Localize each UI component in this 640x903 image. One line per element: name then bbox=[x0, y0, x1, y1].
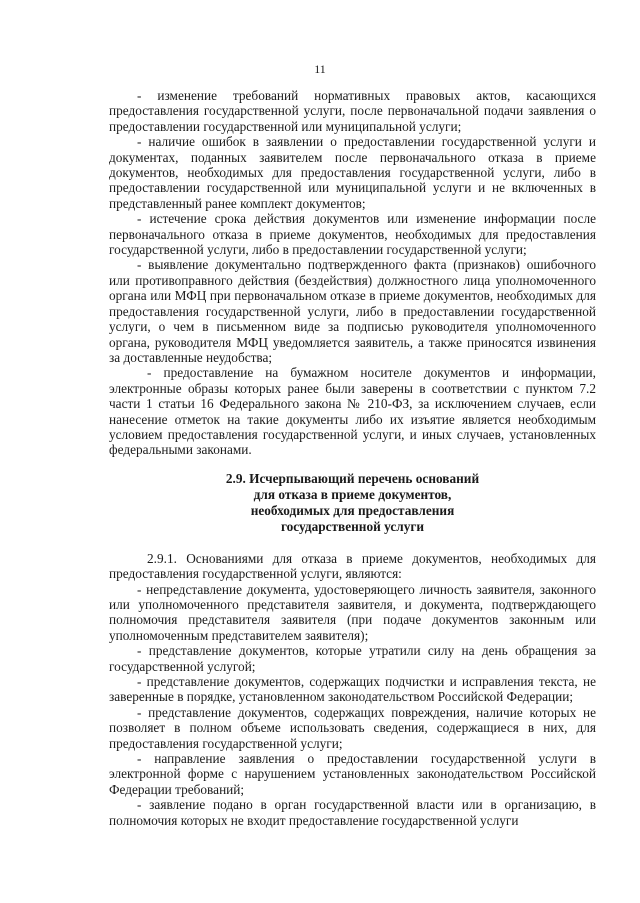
paragraph: - истечение срока действия документов или изменение информации после первоначального отказа в приеме документов, необходимых для предоставления государственной услуги, либо в предоставлении государственной услуги; bbox=[109, 211, 596, 258]
section-heading-line: необходимых для предоставления bbox=[250, 502, 455, 518]
paragraph: 2.9.1. Основаниями для отказа в приеме документов, необходимых для предоставления государственной услуги, являются: bbox=[109, 550, 596, 582]
paragraph: - представление документов, которые утратили силу на день обращения за государственной услугой; bbox=[109, 643, 596, 674]
paragraph: - непредставление документа, удостоверяющего личность заявителя, законного или уполномоченного представителя заявителя, и документа, подтверждающего полномочия представителя заявителя (при подаче документов законным или уполномоченным представителем заявителя); bbox=[109, 581, 596, 643]
paragraph: - направление заявления о предоставлении государственной услуги в электронной форме с нарушением установленных законодательством Российской Федерации требований; bbox=[109, 751, 596, 797]
section-heading-line: 2.9. Исчерпывающий перечень оснований bbox=[225, 470, 480, 486]
paragraph: - предоставление на бумажном носителе документов и информации, электронные образы которых ранее были заверены в соответствии с пунктом 7.2 части 1 статьи 16 Федерального закона № 210-ФЗ, за исключением случаев, если нанесение отметок на такие документы либо их изъятие является необходимым условием предоставления государственной услуги, и иных случаев, установленных федеральными законами. bbox=[109, 365, 596, 458]
section-heading bbox=[109, 471, 596, 535]
section-heading-line: для отказа в приеме документов, bbox=[253, 486, 452, 502]
paragraph: - наличие ошибок в заявлении о предоставлении государственной услуги и документах, поданных заявителем после первоначального отказа в приеме документов, необходимых для предоставления государственной услуги, либо в предоставлении государственной или муниципальной услуги и не включенных в представленный ранее комплект документов; bbox=[109, 134, 596, 211]
paragraph: - изменение требований нормативных правовых актов, касающихся предоставления государственной услуги, после первоначальной подачи заявления о предоставлении государственной или муниципальной услуги; bbox=[109, 88, 596, 134]
document-body bbox=[109, 88, 596, 828]
paragraph: - выявление документально подтвержденного факта (признаков) ошибочного или противоправного действия (бездействия) должностного лица уполномоченного органа или МФЦ при первоначальном отказе в приеме документов, необходимых для предоставления государственной услуги, либо в предоставлении государственной услуги, о чем в письменном виде за подписью руководителя уполномоченного органа, руководителя МФЦ уведомляется заявитель, а также приносятся извинения за доставленные неудобства; bbox=[109, 257, 596, 365]
page-number: 11 bbox=[314, 62, 326, 76]
paragraph: - представление документов, содержащих повреждения, наличие которых не позволяет в полном объеме использовать сведения, содержащиеся в них, для предоставления государственной услуги; bbox=[109, 704, 596, 751]
paragraph: - заявление подано в орган государственной власти или в организацию, в полномочия которых не входит предоставление государственной услуги bbox=[109, 797, 596, 828]
section-heading-line: государственной услуги bbox=[280, 518, 425, 534]
paragraph: - представление документов, содержащих подчистки и исправления текста, не заверенные в порядке, установленном законодательством Российской Федерации; bbox=[109, 674, 596, 705]
